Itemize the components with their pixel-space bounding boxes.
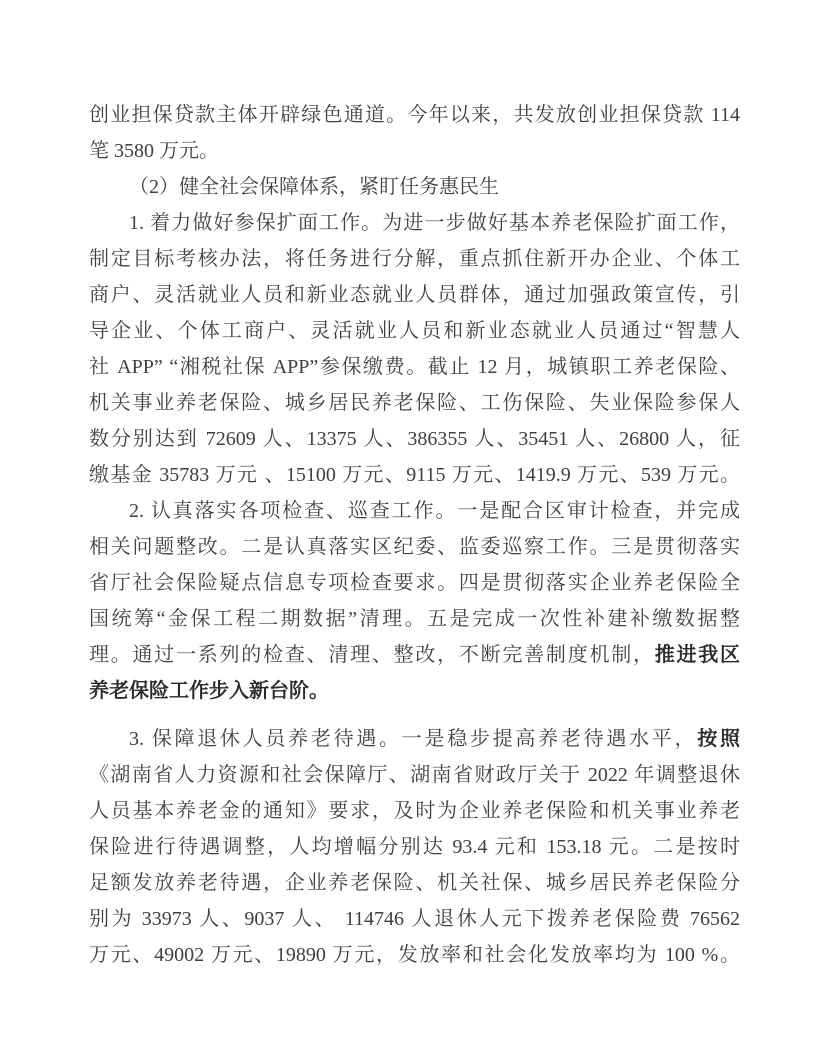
text-run: 缴基金 35783 万元 、15100 万元、9115 万元、1419.9 万元、539 万元。 [89, 464, 740, 486]
text-line [89, 241, 740, 277]
text-run: 万元、49002 万元、19890 万元，发放率和社会化发放率均为 100 %。 [89, 944, 740, 966]
text-line [89, 97, 740, 133]
text-line [89, 169, 740, 205]
text-run: 《湖南省人力资源和社会保障厅、湖南省财政厅关于 2022 年调整退休 [89, 764, 740, 786]
text-line [89, 637, 740, 673]
text-run: 足额发放养老待遇，企业养老保险、机关社保、城乡居民养老保险分 [89, 872, 740, 894]
text-line [89, 829, 740, 865]
text-line [89, 421, 740, 457]
bold-text-run: 按照 [697, 728, 740, 750]
text-line [89, 565, 740, 601]
text-line [89, 277, 740, 313]
text-line [89, 601, 740, 637]
text-line [89, 901, 740, 937]
text-run: 数分别达到 72609 人、13375 人、386355 人、35451 人、26800 人，征 [89, 428, 740, 450]
text-line [89, 313, 740, 349]
document-text [89, 97, 740, 973]
text-run: 省厅社会保险疑点信息专项检查要求。四是贯彻落实企业养老保险全 [89, 572, 740, 594]
text-line [89, 349, 740, 385]
text-line [89, 673, 740, 709]
text-line [89, 865, 740, 901]
text-line [89, 493, 740, 529]
text-run: 机关事业养老保险、城乡居民养老保险、工伤保险、失业保险参保人 [89, 392, 740, 414]
text-run: 2. 认真落实各项检查、巡查工作。一是配合区审计检查，并完成 [129, 500, 740, 522]
text-line [89, 385, 740, 421]
text-line [89, 757, 740, 793]
text-line [89, 937, 740, 973]
bold-text-run: 养老保险工作步入新台阶。 [89, 680, 329, 702]
text-line [89, 205, 740, 241]
text-run: 人员基本养老金的通知》要求，及时为企业养老保险和机关事业养老 [89, 800, 740, 822]
text-line [89, 457, 740, 493]
text-run: 社 APP” “湘税社保 APP”参保缴费。截止 12 月，城镇职工养老保险、 [89, 356, 740, 378]
text-line [89, 793, 740, 829]
text-line [89, 529, 740, 565]
text-run: 相关问题整改。二是认真落实区纪委、监委巡察工作。三是贯彻落实 [89, 536, 740, 558]
text-run: 别为 33973 人、9037 人、 114746 人退休人元下拨养老保险费 76562 [89, 908, 740, 930]
text-run: 导企业、个体工商户、灵活就业人员和新业态就业人员通过“智慧人 [89, 320, 740, 342]
text-run: 3. 保障退休人员养老待遇。一是稳步提高养老待遇水平， [129, 728, 698, 750]
text-run: 保险进行待遇调整，人均增幅分别达 93.4 元和 153.18 元。二是按时 [89, 836, 740, 858]
text-run: 笔 3580 万元。 [89, 140, 219, 162]
text-run: 国统筹“金保工程二期数据”清理。五是完成一次性补建补缴数据整 [89, 608, 740, 630]
text-run: 商户、灵活就业人员和新业态就业人员群体，通过加强政策宣传，引 [89, 284, 740, 306]
text-line [89, 133, 740, 169]
text-run: 1. 着力做好参保扩面工作。为进一步做好基本养老保险扩面工作， [129, 212, 740, 234]
text-run: 制定目标考核办法，将任务进行分解，重点抓住新开办企业、个体工 [89, 248, 740, 270]
text-run: 理。通过一系列的检查、清理、整改，不断完善制度机制， [89, 644, 655, 666]
text-run: 创业担保贷款主体开辟绿色通道。今年以来，共发放创业担保贷款 114 [89, 104, 740, 126]
bold-text-run: 推进我区 [654, 644, 740, 666]
text-line [89, 721, 740, 757]
text-run: （2）健全社会保障体系，紧盯任务惠民生 [129, 176, 499, 198]
